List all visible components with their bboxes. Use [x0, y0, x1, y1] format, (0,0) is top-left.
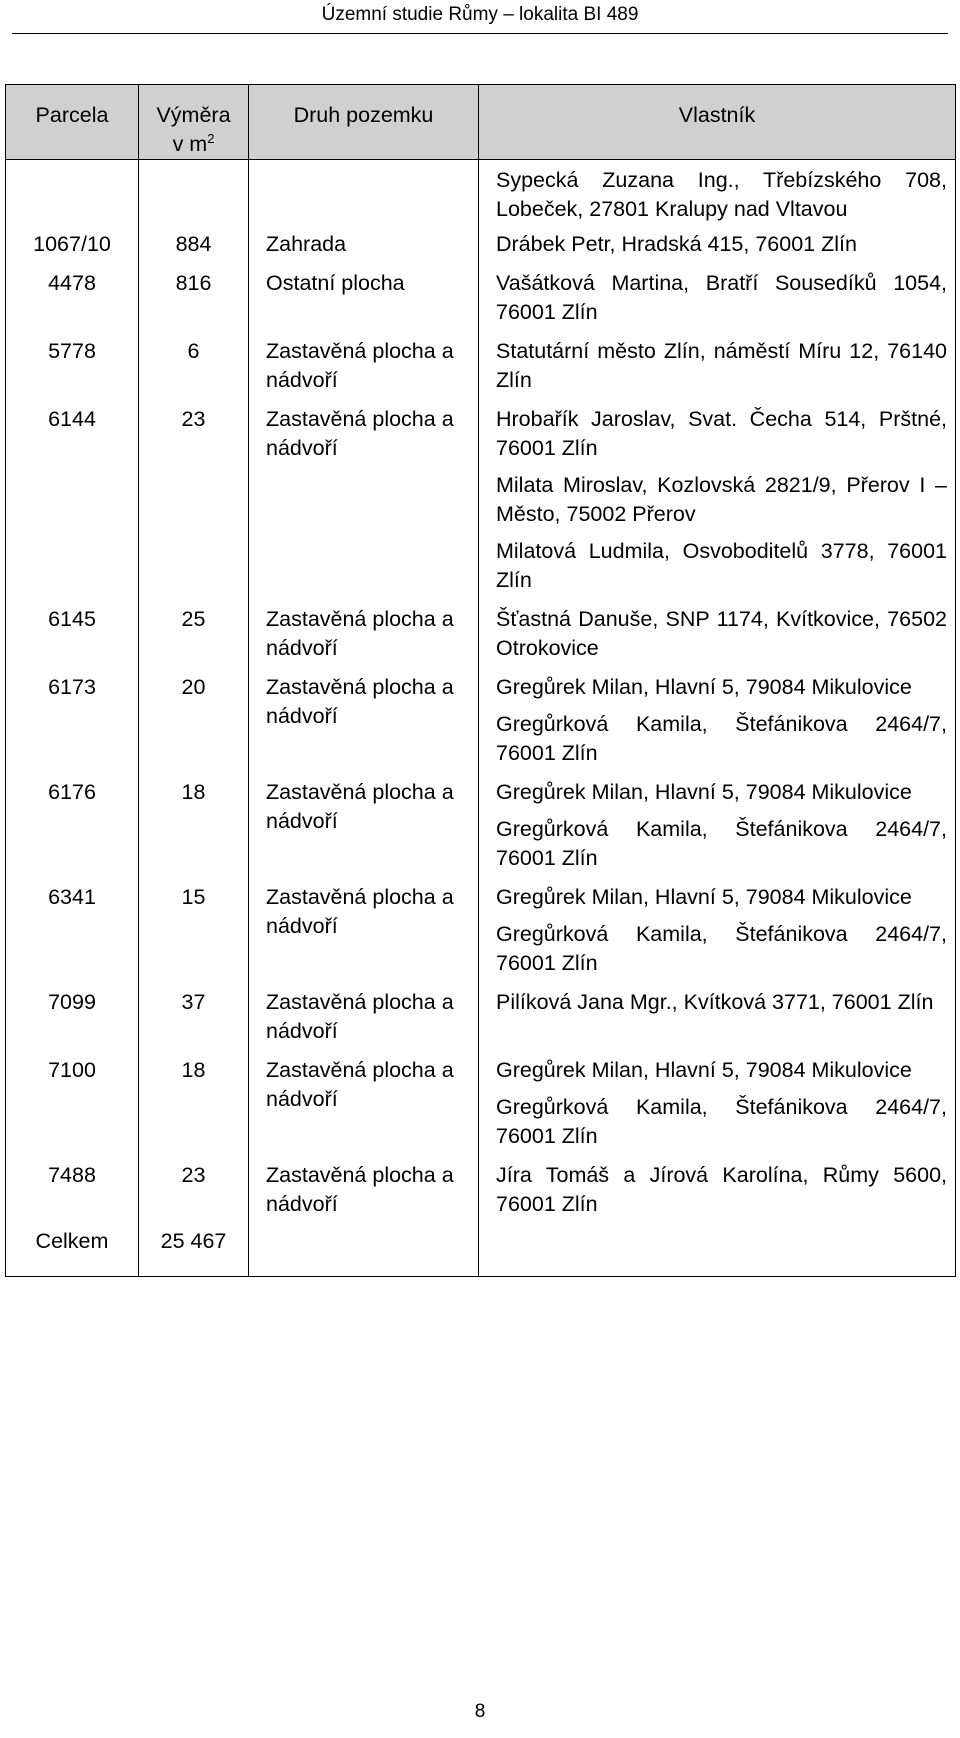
owner-entry: Šťastná Danuše, SNP 1174, Kvítkovice, 76502 Otrokovice: [496, 607, 947, 660]
area-cell: 20: [139, 669, 249, 774]
owner-entry: Gregůrková Kamila, Štefánikova 2464/7, 76001 Zlín: [496, 712, 947, 765]
owner-cell: [479, 401, 956, 601]
page-header-title: Územní studie Růmy – lokalita BI 489: [321, 4, 639, 25]
land-type-cell: Zastavěná plocha a nádvoří: [249, 1157, 479, 1225]
land-type-cell: Zastavěná plocha a nádvoří: [249, 879, 479, 984]
column-header-owner: Vlastník: [479, 85, 956, 160]
area-cell: 884: [139, 226, 249, 265]
parcel-owner-table: [5, 84, 956, 1277]
table-row: [6, 669, 956, 774]
owner-cell: [479, 1157, 956, 1225]
owner-entry: Gregůrková Kamila, Štefánikova 2464/7, 76001 Zlín: [496, 1095, 947, 1148]
total-value: 25 467: [139, 1225, 249, 1277]
parcel-number-cell: 1067/10: [6, 226, 139, 265]
parcel-number-cell: 6176: [6, 774, 139, 879]
column-header-area-superscript: 2: [207, 130, 215, 146]
total-owner-empty: [479, 1225, 956, 1277]
parcel-number-cell: 6173: [6, 669, 139, 774]
column-header-area-line1: Výměra: [156, 103, 231, 127]
owner-cell: [479, 601, 956, 669]
table-row: [6, 265, 956, 333]
parcel-number-cell: 7099: [6, 984, 139, 1052]
area-cell: [139, 160, 249, 227]
table-row: [6, 333, 956, 401]
land-type-cell: Zahrada: [249, 226, 479, 265]
land-type-cell: Zastavěná plocha a nádvoří: [249, 669, 479, 774]
owner-cell: [479, 984, 956, 1052]
table-row: [6, 1052, 956, 1157]
land-type-cell: Zastavěná plocha a nádvoří: [249, 1052, 479, 1157]
parcel-number-cell: 7488: [6, 1157, 139, 1225]
owner-entry: Gregůrek Milan, Hlavní 5, 79084 Mikulovice: [496, 885, 912, 909]
owner-entry: Gregůrek Milan, Hlavní 5, 79084 Mikulovice: [496, 1058, 912, 1082]
table-row: [6, 774, 956, 879]
table-row: [6, 879, 956, 984]
parcel-number-cell: [6, 160, 139, 227]
owner-entry: Sypecká Zuzana Ing., Třebízského 708, Lobeček, 27801 Kralupy nad Vltavou: [496, 168, 947, 221]
header-divider: [12, 33, 948, 34]
table-header-row: [6, 85, 956, 160]
owner-entry: Gregůrková Kamila, Štefánikova 2464/7, 76001 Zlín: [496, 817, 947, 870]
owner-entry: Gregůrek Milan, Hlavní 5, 79084 Mikulovice: [496, 780, 912, 804]
page-number: 8: [474, 1701, 486, 1722]
area-cell: 18: [139, 774, 249, 879]
owner-entry: Gregůrková Kamila, Štefánikova 2464/7, 76001 Zlín: [496, 922, 947, 975]
owner-cell: [479, 160, 956, 227]
owner-cell: [479, 879, 956, 984]
parcel-number-cell: 7100: [6, 1052, 139, 1157]
column-header-land-type: Druh pozemku: [249, 85, 479, 160]
land-type-cell: [249, 160, 479, 227]
owner-cell: [479, 774, 956, 879]
area-cell: 15: [139, 879, 249, 984]
area-cell: 37: [139, 984, 249, 1052]
owner-cell: [479, 226, 956, 265]
owner-entry: Pilíková Jana Mgr., Kvítková 3771, 76001 Zlín: [496, 990, 934, 1014]
table-row: [6, 160, 956, 227]
total-label: Celkem: [6, 1225, 139, 1277]
column-header-area: [139, 85, 249, 160]
owner-entry: Statutární město Zlín, náměstí Míru 12, 76140 Zlín: [496, 339, 947, 392]
land-type-cell: Zastavěná plocha a nádvoří: [249, 601, 479, 669]
owner-cell: [479, 265, 956, 333]
land-type-cell: Zastavěná plocha a nádvoří: [249, 401, 479, 601]
parcel-number-cell: 5778: [6, 333, 139, 401]
land-type-cell: Ostatní plocha: [249, 265, 479, 333]
table-row: [6, 1157, 956, 1225]
parcel-number-cell: 6341: [6, 879, 139, 984]
column-header-area-line2: v m: [172, 132, 208, 156]
land-type-cell: Zastavěná plocha a nádvoří: [249, 984, 479, 1052]
parcel-number-cell: 6145: [6, 601, 139, 669]
area-cell: 816: [139, 265, 249, 333]
owner-entry: Gregůrek Milan, Hlavní 5, 79084 Mikulovice: [496, 675, 912, 699]
owner-entry: Hrobařík Jaroslav, Svat. Čecha 514, Prštné, 76001 Zlín: [496, 407, 947, 460]
table-row: [6, 984, 956, 1052]
area-cell: 6: [139, 333, 249, 401]
area-cell: 18: [139, 1052, 249, 1157]
parcel-number-cell: 6144: [6, 401, 139, 601]
table-row: [6, 601, 956, 669]
owner-entry: Jíra Tomáš a Jírová Karolína, Růmy 5600, 76001 Zlín: [496, 1163, 947, 1216]
table-row: [6, 226, 956, 265]
table-total-row: [6, 1225, 956, 1277]
land-type-cell: Zastavěná plocha a nádvoří: [249, 774, 479, 879]
owner-cell: [479, 333, 956, 401]
owner-cell: [479, 669, 956, 774]
owner-entry: Drábek Petr, Hradská 415, 76001 Zlín: [496, 232, 857, 256]
area-cell: 23: [139, 401, 249, 601]
total-type-empty: [249, 1225, 479, 1277]
owner-entry: Milatová Ludmila, Osvoboditelů 3778, 76001 Zlín: [496, 539, 947, 592]
owner-entry: Vašátková Martina, Bratří Sousedíků 1054, 76001 Zlín: [496, 271, 947, 324]
table-body: [6, 160, 956, 1277]
table-row: [6, 401, 956, 601]
land-type-cell: Zastavěná plocha a nádvoří: [249, 333, 479, 401]
column-header-parcel: Parcela: [6, 85, 139, 160]
owner-entry: Milata Miroslav, Kozlovská 2821/9, Přerov I – Město, 75002 Přerov: [496, 473, 947, 526]
owner-cell: [479, 1052, 956, 1157]
parcel-number-cell: 4478: [6, 265, 139, 333]
area-cell: 25: [139, 601, 249, 669]
area-cell: 23: [139, 1157, 249, 1225]
